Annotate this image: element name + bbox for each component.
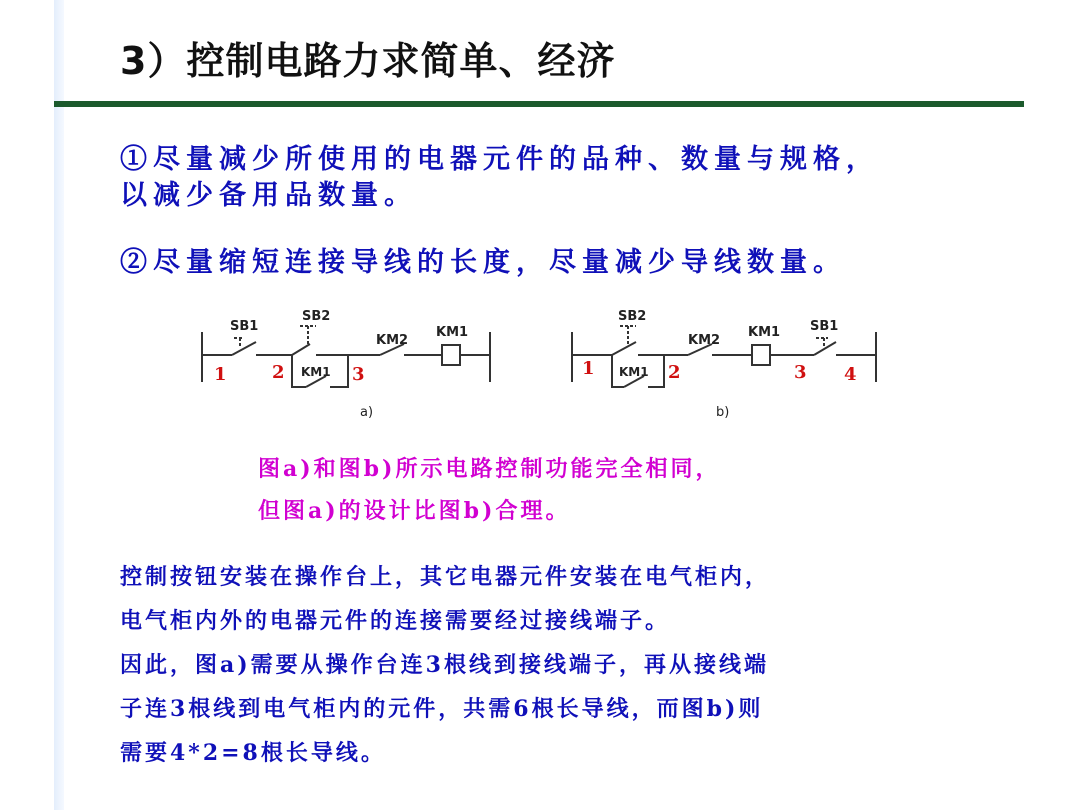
node-2-b: 2: [668, 362, 681, 383]
label-sb2-a: SB2: [302, 309, 331, 324]
sb2-contact-b: [612, 342, 636, 355]
explanation-line-3: 因此，图a)需要从操作台连3根线到接线端子，再从接线端: [120, 652, 769, 678]
label-sb2-b: SB2: [618, 309, 647, 324]
left-accent-strip: [54, 0, 64, 810]
sb1-contact-a: [232, 342, 256, 355]
circuit-diagrams: [180, 300, 900, 425]
point-1: [120, 142, 879, 214]
title-underline: [54, 101, 1024, 107]
label-km2-b: KM2: [688, 333, 721, 348]
label-km1-coil-a: KM1: [436, 325, 469, 340]
label-sb1-a: SB1: [230, 319, 259, 334]
note-line-2: 但图a)的设计比图b)合理。: [258, 498, 571, 524]
sb2-contact-a: [292, 344, 310, 355]
point-1-line-1: ①尽量减少所使用的电器元件的品种、数量与规格，: [120, 144, 879, 175]
label-km1-contact-b: KM1: [619, 365, 649, 379]
explanation-line-5: 需要4*2=8根长导线。: [120, 740, 386, 766]
caption-b: b): [716, 405, 730, 420]
caption-a: a): [360, 405, 374, 420]
node-1-b: 1: [582, 358, 595, 379]
point-2: ②尽量缩短连接导线的长度，尽量减少导线数量。: [120, 247, 846, 278]
km1-coil-b: [752, 345, 770, 365]
slide-title: 3）控制电路力求简单、经济: [120, 39, 616, 83]
node-3-a: 3: [352, 364, 365, 385]
explanation-line-2: 电气柜内外的电器元件的连接需要经过接线端子。: [120, 608, 671, 634]
note-line-1: 图a)和图b)所示电路控制功能完全相同，: [258, 456, 721, 482]
label-km2-a: KM2: [376, 333, 409, 348]
explanation-line-1: 控制按钮安装在操作台上，其它电器元件安装在电气柜内，: [120, 564, 771, 590]
km1-coil-a: [442, 345, 460, 365]
label-km1-contact-a: KM1: [301, 365, 331, 379]
point-1-line-2: 以减少备用品数量。: [120, 180, 417, 211]
node-3-b: 3: [794, 362, 807, 383]
node-4-b: 4: [844, 364, 857, 385]
label-km1-coil-b: KM1: [748, 325, 781, 340]
node-1-a: 1: [214, 364, 227, 385]
explanation-line-4: 子连3根线到电气柜内的元件，共需6根长导线，而图b)则: [120, 696, 764, 722]
node-2-a: 2: [272, 362, 285, 383]
circuit-b: [572, 326, 876, 387]
explanation-paragraph: [120, 555, 770, 775]
label-sb1-b: SB1: [810, 319, 839, 334]
